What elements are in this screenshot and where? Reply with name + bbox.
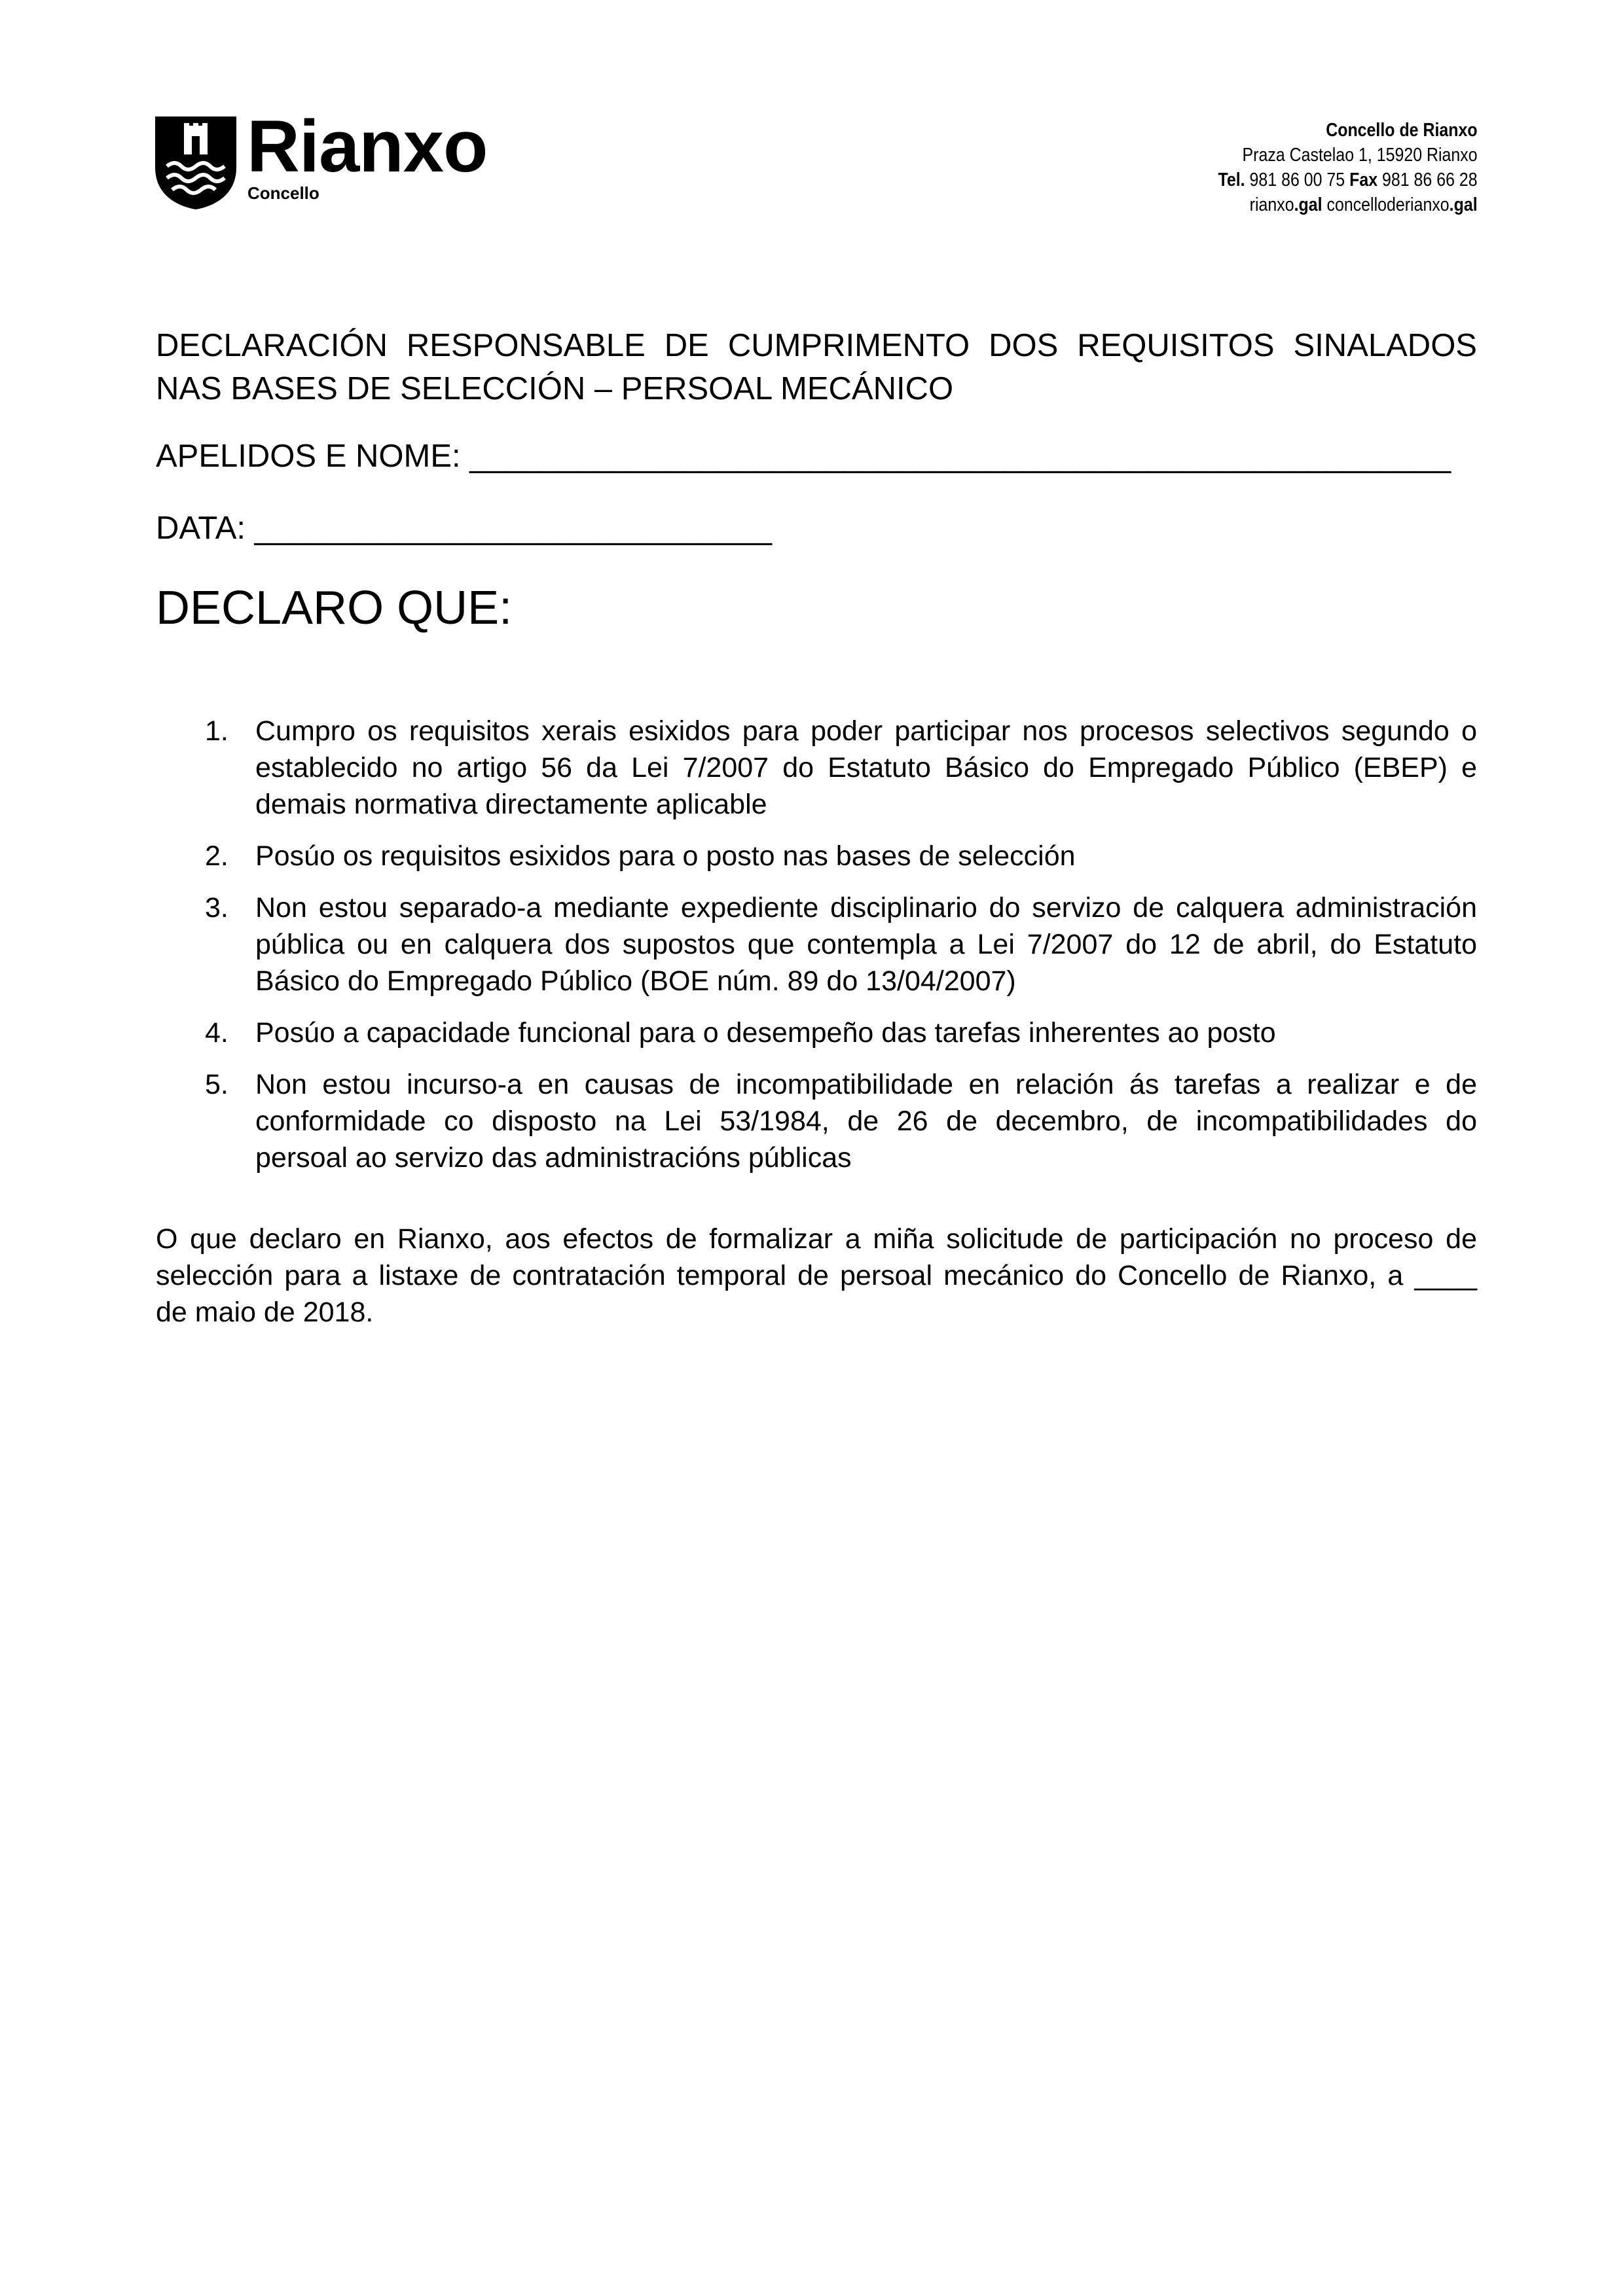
item-number: 4.	[205, 1017, 228, 1049]
tel-number: 981 86 00 75	[1249, 170, 1345, 190]
date-label: DATA:	[156, 511, 246, 546]
name-blank[interactable]: _______________________________________________________	[469, 439, 1451, 474]
header-address-block	[1218, 118, 1478, 217]
item-line: persoal ao servizo das administracións públicas	[255, 1142, 852, 1174]
item-line: Non estou separado-a mediante expediente disciplinario do servizo de calquera administración	[255, 892, 1477, 924]
date-blank[interactable]: _____________________________	[254, 511, 772, 546]
org-address: Praza Castelao 1, 15920 Rianxo	[1242, 145, 1478, 166]
tel-label: Tel.	[1218, 170, 1245, 190]
item-line: Non estou incurso-a en causas de incompatibilidade en relación ás tarefas a realizar e de	[255, 1069, 1477, 1100]
website-2[interactable]: concelloderianxo.gal	[1326, 194, 1478, 215]
fax-number: 981 86 66 28	[1382, 170, 1478, 190]
concello-logo	[155, 105, 509, 211]
shield-emblem-icon	[155, 117, 236, 209]
item-number: 3.	[205, 892, 228, 924]
item-line: Básico do Empregado Público (BOE núm. 89 do 13/04/2007)	[255, 965, 1016, 997]
item-line: establecido no artigo 56 da Lei 7/2007 do Estatuto Básico do Empregado Público (EBEP) e	[255, 752, 1477, 783]
logo-subtitle: Concello	[247, 183, 319, 203]
name-label: APELIDOS E NOME:	[156, 439, 461, 474]
title-line: NAS BASES DE SELECCIÓN – PERSOAL MECÁNICO	[156, 371, 954, 406]
logo-wordmark: Rianxo	[247, 105, 488, 187]
closing-line: selección para a listaxe de contratación temporal de persoal mecánico do Concello de Rianxo, a ____	[156, 1260, 1477, 1291]
item-line: Posúo a capacidade funcional para o desempeño das tarefas inherentes ao posto	[255, 1017, 1276, 1049]
list-item	[156, 713, 1477, 823]
closing-line: O que declaro en Rianxo, aos efectos de formalizar a miña solicitude de participación no proceso de	[156, 1223, 1477, 1255]
website-1[interactable]: rianxo.gal	[1249, 194, 1322, 215]
item-number: 2.	[205, 840, 228, 872]
list-item	[156, 838, 1477, 874]
fax-label: Fax	[1349, 170, 1378, 190]
item-line: conformidade co disposto na Lei 53/1984, de 26 de decembro, de incompatibilidades do	[255, 1105, 1477, 1137]
declaro-heading: DECLARO QUE:	[156, 582, 513, 634]
name-field	[156, 437, 1477, 476]
closing-paragraph	[156, 1221, 1477, 1331]
requirements-list	[156, 713, 1477, 1176]
closing-line: de maio de 2018.	[156, 1297, 374, 1328]
org-websites	[1218, 192, 1478, 217]
item-line: Cumpro os requisitos xerais esixidos para poder participar nos procesos selectivos segundo o	[255, 715, 1477, 747]
item-number: 1.	[205, 715, 228, 747]
title-line: DECLARACIÓN RESPONSABLE DE CUMPRIMENTO DOS REQUISITOS SINALADOS	[156, 328, 1477, 363]
document-title	[156, 324, 1477, 410]
org-name: Concello de Rianxo	[1326, 120, 1478, 141]
item-number: 5.	[205, 1069, 228, 1100]
list-item	[156, 889, 1477, 999]
item-line: Posúo os requisitos esixidos para o posto nas bases de selección	[255, 840, 1076, 872]
item-line: pública ou en calquera dos supostos que contempla a Lei 7/2007 do 12 de abril, do Estatuto	[255, 929, 1477, 960]
list-item	[156, 1066, 1477, 1176]
document-body	[156, 324, 1477, 1331]
item-line: demais normativa directamente aplicable	[255, 789, 767, 820]
date-field	[156, 509, 1477, 548]
list-item	[156, 1014, 1477, 1051]
org-phone-fax	[1218, 168, 1478, 192]
